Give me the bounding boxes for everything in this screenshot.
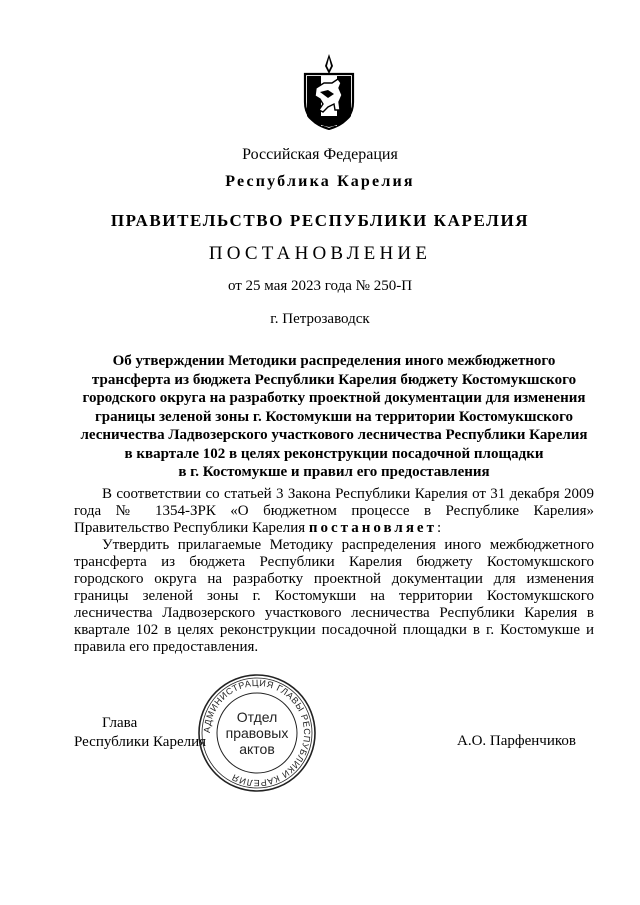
document-body [74, 486, 594, 656]
signatory-position-line2: Республики Карелия [74, 734, 207, 750]
signatory-name: А.О. Парфенчиков [457, 733, 576, 749]
coat-of-arms-karelia-icon [302, 52, 356, 130]
resolution-paragraph: Утвердить прилагаемые Методику распределения иного межбюджетного трансферта из бюджета Республики Карелия бюджету Костомукшского городского округа на разработку проектной документации для изменения границы зеленой зоны г. Костомукши на территории Костомукшского лесничества Ладвозерского участкового лесничества Республики Карелия в квартале 102 в целях реконструкции посадочной площадки в г. Костомукше и правила его предоставления. [74, 537, 594, 655]
preamble-paragraph [74, 486, 594, 537]
subject-line: городского округа на разработку проектной документации для изменения [82, 390, 586, 406]
subject-line: в квартале 102 в целях реконструкции посадочной площадки [124, 445, 544, 462]
document-type: ПОСТАНОВЛЕНИЕ [208, 243, 432, 264]
preamble-text: В соответствии со статьей 3 Закона Республики Карелия от 31 декабря 2009 года № 1354-ЗРК «О бюджетном процессе в Республике Карелия» Правительство Республики Карелия [74, 486, 594, 536]
document-date-number: от 25 мая 2023 года № 250-П [227, 278, 413, 294]
stamp-line3: актов [239, 741, 275, 757]
document-subject [74, 352, 594, 482]
stamp-ring-text: АДМИНИСТРАЦИЯ ГЛАВЫ РЕСПУБЛИКИ КАРЕЛИЯ [201, 677, 313, 789]
signatory-position [74, 714, 206, 752]
subject-line: трансферта из бюджета Республики Карелия бюджету Костомукшского [91, 371, 577, 388]
subject-line: границы зеленой зоны г. Костомукши на территории Костомукшского [94, 408, 574, 425]
stamp-line2: правовых [225, 725, 289, 741]
subject-line: лесничества Ладвозерского участкового лесничества Республики Карелия [80, 427, 588, 443]
authority-title: ПРАВИТЕЛЬСТВО РЕСПУБЛИКИ КАРЕЛИЯ [110, 211, 530, 230]
subject-line: Об утверждении Методики распределения иного межбюджетного [112, 353, 556, 369]
preamble-colon: : [436, 520, 442, 536]
signatory-position-line1: Глава [102, 715, 138, 731]
stamp-line1: Отдел [236, 709, 278, 725]
republic-name: Республика Карелия [225, 173, 415, 190]
document-city: г. Петрозаводск [270, 311, 370, 327]
resolution-keyword: постановляет [308, 520, 437, 536]
country-name: Российская Федерация [242, 146, 398, 163]
subject-line: в г. Костомукше и правил его предоставления [178, 464, 490, 480]
official-stamp [196, 672, 318, 794]
